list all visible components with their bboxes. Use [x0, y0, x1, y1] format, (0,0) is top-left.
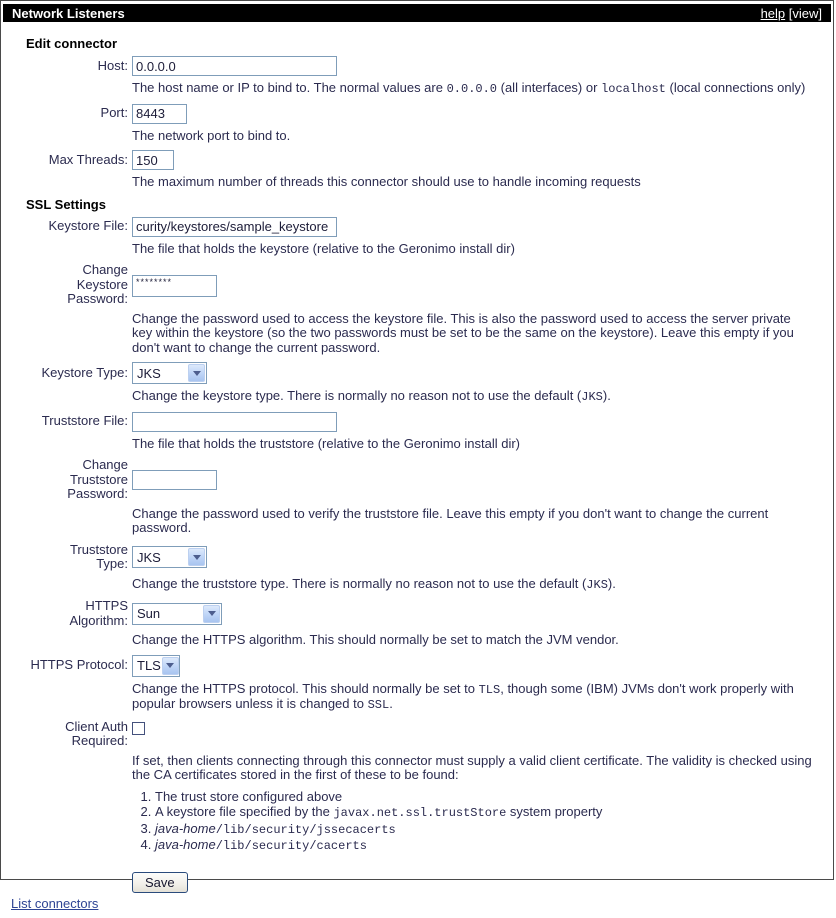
- host-input[interactable]: [132, 56, 337, 76]
- chevron-down-icon: [203, 605, 220, 623]
- client-auth-checkbox[interactable]: [132, 722, 145, 735]
- https-algorithm-help-row: [9, 633, 821, 648]
- max-threads-help-row: [9, 175, 821, 190]
- port-label: Port:: [100, 105, 128, 121]
- trust-source-item: 3. java-home/lib/security/jssecacerts: [155, 822, 821, 838]
- https-algorithm-row: [9, 599, 821, 628]
- keystore-password-help-row: [9, 312, 821, 356]
- https-algorithm-select[interactable]: Sun: [132, 603, 222, 625]
- port-help-text: The network port to bind to.: [132, 127, 291, 143]
- max-threads-help-text: The maximum number of threads this connector should use to handle incoming requests: [132, 174, 641, 189]
- help-link[interactable]: help: [760, 5, 786, 21]
- truststore-file-input[interactable]: [132, 412, 337, 432]
- host-help-row: [9, 81, 821, 97]
- truststore-type-help-text: Change the truststore type. There is normally no reason not to use the default (JKS).: [132, 575, 616, 592]
- trust-source-list: [132, 790, 821, 854]
- truststore-password-label: Change Truststore Password:: [67, 457, 128, 501]
- trust-source-item: 1. The trust store configured above: [155, 790, 821, 805]
- https-protocol-help-row: [9, 682, 821, 713]
- client-auth-row: [9, 720, 821, 749]
- https-protocol-row: [9, 655, 821, 677]
- chevron-down-icon: [188, 364, 205, 382]
- https-algorithm-label: HTTPS Algorithm:: [69, 598, 128, 628]
- client-auth-help-text: If set, then clients connecting through this connector must supply a valid client certificate. The validity is checked using the CA certificates stored in the first of these to be found:: [132, 752, 812, 782]
- port-help-row: [9, 129, 821, 144]
- keystore-type-row: [9, 362, 821, 384]
- port-row: [9, 104, 821, 124]
- keystore-password-row: [9, 263, 821, 307]
- chevron-down-icon: [162, 657, 179, 675]
- keystore-file-help-row: [9, 242, 821, 257]
- portlet-footer: [1, 896, 833, 918]
- truststore-password-input[interactable]: [132, 470, 217, 490]
- truststore-file-help-row: [9, 437, 821, 452]
- keystore-file-row: [9, 217, 821, 237]
- https-protocol-help-text: Change the HTTPS protocol. This should normally be set to TLS, though some (IBM) JVMs don't work properly with popular browsers unless it is changed to SSL.: [132, 680, 794, 712]
- host-row: [9, 56, 821, 76]
- chevron-down-icon: [188, 548, 205, 566]
- host-label: Host:: [97, 57, 128, 73]
- truststore-password-help-text: Change the password used to verify the truststore file. Leave this empty if you don't want to change the current password.: [132, 505, 769, 535]
- host-help-text: The host name or IP to bind to. The normal values are 0.0.0.0 (all interfaces) or localhost (local connections only): [132, 80, 806, 96]
- keystore-file-input[interactable]: [132, 217, 337, 237]
- truststore-type-select[interactable]: JKS: [132, 546, 207, 568]
- titlebar-links: [761, 6, 822, 21]
- keystore-file-help-text: The file that holds the keystore (relative to the Geronimo install dir): [132, 240, 515, 256]
- keystore-type-help-row: [9, 389, 821, 405]
- max-threads-label: Max Threads:: [48, 151, 128, 167]
- truststore-file-label: Truststore File:: [41, 413, 128, 429]
- truststore-password-row: [9, 458, 821, 502]
- section-heading-ssl-settings: SSL Settings: [26, 196, 106, 212]
- truststore-type-label: Truststore Type:: [69, 541, 128, 571]
- save-button[interactable]: Save: [132, 872, 188, 893]
- client-auth-help-row: [9, 754, 821, 855]
- keystore-type-label: Keystore Type:: [41, 364, 128, 380]
- view-link[interactable]: [view]: [788, 5, 822, 21]
- max-threads-input[interactable]: [132, 150, 174, 170]
- keystore-password-input[interactable]: [132, 275, 217, 297]
- save-row: [9, 872, 821, 893]
- list-connectors-link[interactable]: List connectors: [11, 895, 99, 911]
- https-algorithm-help-text: Change the HTTPS algorithm. This should normally be set to match the JVM vendor.: [132, 632, 619, 647]
- keystore-password-label: Change Keystore Password:: [67, 262, 128, 306]
- trust-source-item: 4. java-home/lib/security/cacerts: [155, 838, 821, 854]
- port-input[interactable]: [132, 104, 187, 124]
- max-threads-row: [9, 150, 821, 170]
- trust-source-item: 2. A keystore file specified by the javax.net.ssl.trustStore system property: [155, 805, 821, 821]
- truststore-type-help-row: [9, 577, 821, 593]
- truststore-file-row: [9, 412, 821, 432]
- keystore-type-select[interactable]: JKS: [132, 362, 207, 384]
- portlet-titlebar: [3, 4, 831, 22]
- client-auth-label: Client Auth Required:: [65, 718, 128, 748]
- keystore-file-label: Keystore File:: [48, 218, 128, 234]
- edit-connector-form: [1, 22, 833, 896]
- section-heading-edit-connector: Edit connector: [26, 36, 118, 51]
- keystore-password-help-text: Change the password used to access the keystore file. This is also the password used to access the server private key within the keystore (so the two passwords must be set to be the same on the keystore). Leave this empty if you don't want to change the current password.: [132, 310, 794, 355]
- https-protocol-select[interactable]: TLS: [132, 655, 180, 677]
- portlet-title: Network Listeners: [12, 5, 125, 21]
- https-protocol-label: HTTPS Protocol:: [30, 657, 128, 673]
- truststore-file-help-text: The file that holds the truststore (relative to the Geronimo install dir): [132, 435, 521, 451]
- truststore-password-help-row: [9, 507, 821, 536]
- keystore-type-help-text: Change the keystore type. There is normally no reason not to use the default (JKS).: [132, 388, 611, 404]
- truststore-type-row: [9, 543, 821, 572]
